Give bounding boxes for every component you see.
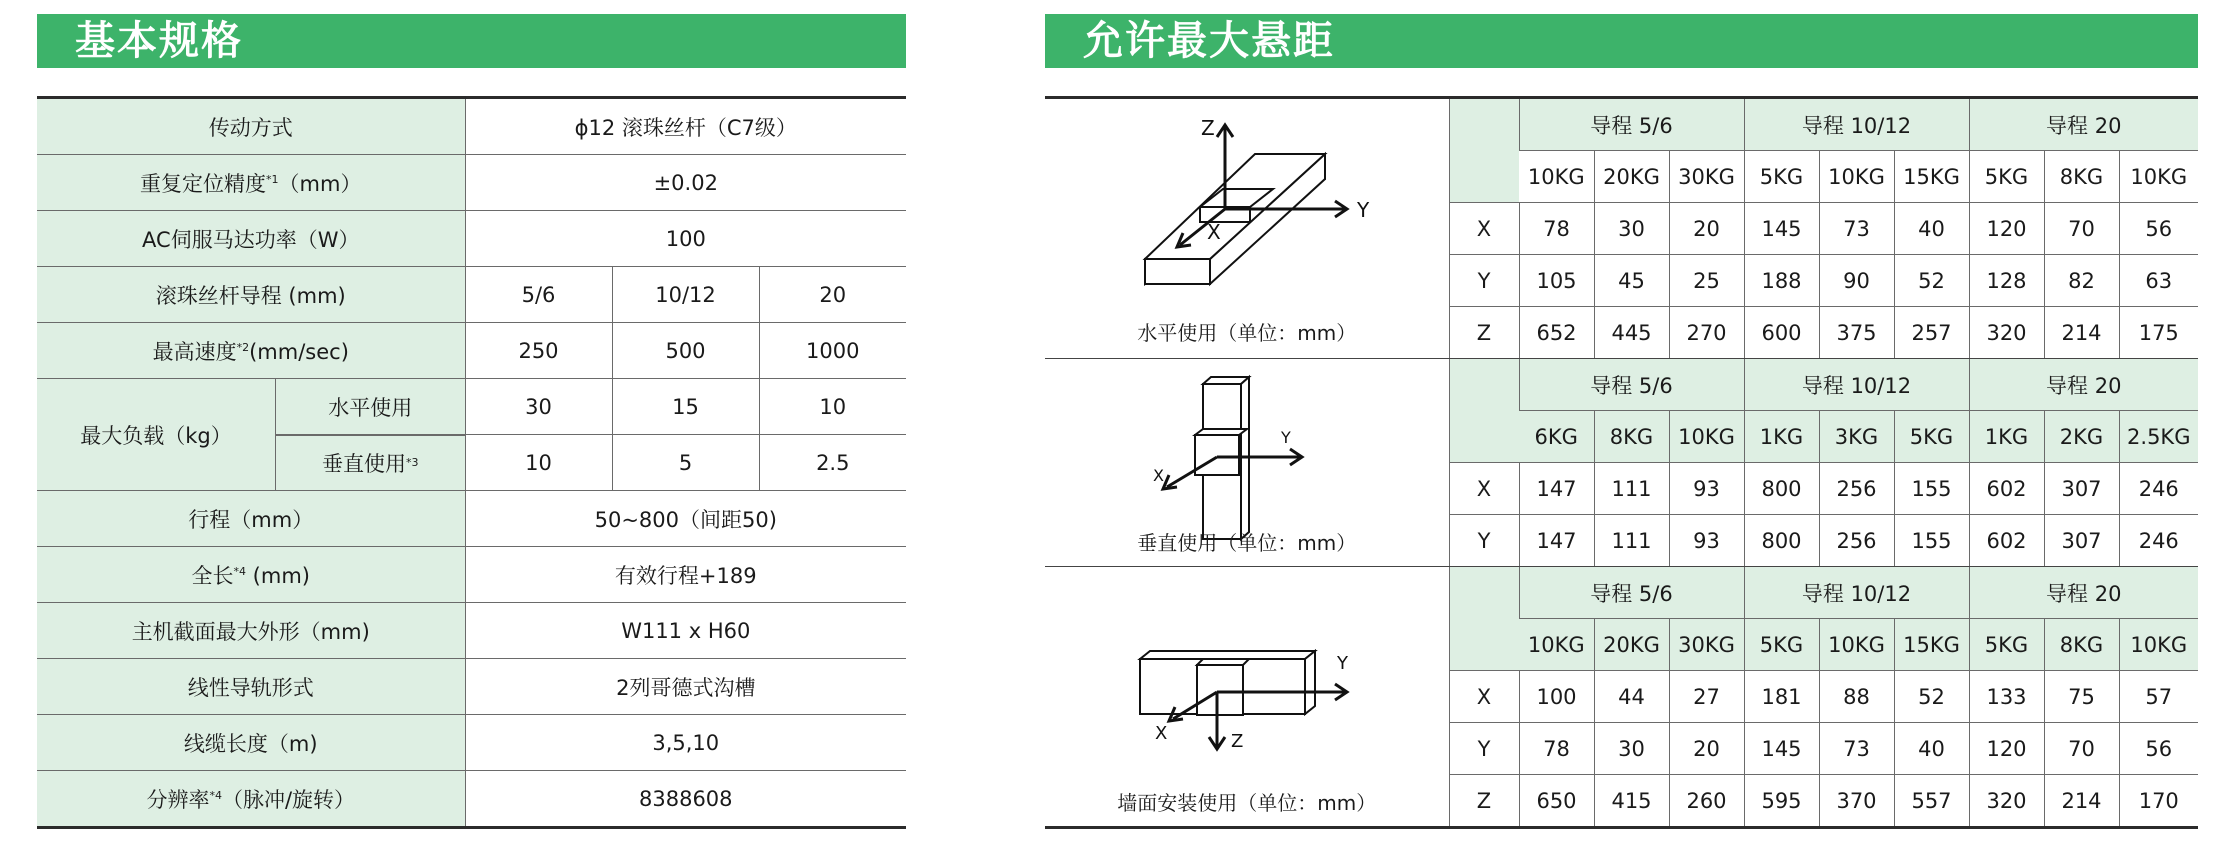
footnote-mark: *2 xyxy=(236,340,250,354)
cell: 214 xyxy=(2044,775,2119,828)
load-header: 5KG xyxy=(1744,619,1819,671)
cell: 111 xyxy=(1594,463,1669,515)
cell: 175 xyxy=(2119,307,2198,359)
load-label-cell xyxy=(37,379,465,448)
group-header: 导程 10/12 xyxy=(1744,98,1969,151)
load-header: 30KG xyxy=(1669,151,1744,203)
cell: 20 xyxy=(759,267,906,323)
axis-header-blank xyxy=(1449,359,1519,463)
cell: 25 xyxy=(1669,255,1744,307)
cell: 5/6 xyxy=(465,267,612,323)
cell: 30 xyxy=(1594,203,1669,255)
cell: 652 xyxy=(1519,307,1594,359)
cell: 133 xyxy=(1969,671,2044,723)
cell: 73 xyxy=(1819,203,1894,255)
cell: 5 xyxy=(612,435,759,491)
label-text: 分辨率 xyxy=(146,787,210,812)
table-row xyxy=(37,379,906,435)
row-label xyxy=(37,771,465,828)
axis-label-z: Z xyxy=(1231,731,1244,752)
cell: 45 xyxy=(1594,255,1669,307)
label-unit: (mm/sec) xyxy=(249,339,349,364)
horizontal-diagram-cell xyxy=(1045,98,1449,359)
label-unit: （脉冲/旋转） xyxy=(221,787,356,812)
load-header: 15KG xyxy=(1894,619,1969,671)
wall-diagram-cell xyxy=(1045,567,1449,828)
cell: 52 xyxy=(1894,671,1969,723)
group-header: 导程 5/6 xyxy=(1519,359,1744,411)
cell: 246 xyxy=(2119,463,2198,515)
cell: 270 xyxy=(1669,307,1744,359)
cell: 375 xyxy=(1819,307,1894,359)
cell: 93 xyxy=(1669,463,1744,515)
cell: 155 xyxy=(1894,515,1969,567)
spec-table xyxy=(37,96,906,829)
cell: 100 xyxy=(1519,671,1594,723)
cell: 260 xyxy=(1669,775,1744,828)
cell: 256 xyxy=(1819,463,1894,515)
label-text: 垂直使用 xyxy=(322,452,406,476)
cell: 415 xyxy=(1594,775,1669,828)
cell: 155 xyxy=(1894,463,1969,515)
cell: 145 xyxy=(1744,203,1819,255)
overhang-header-banner xyxy=(1045,14,2198,68)
axis-cell: X xyxy=(1449,203,1519,255)
row-label: 主机截面最大外形（mm) xyxy=(37,603,465,659)
cell: 147 xyxy=(1519,463,1594,515)
table-row xyxy=(37,323,906,379)
row-value: 8388608 xyxy=(465,771,906,828)
cell: 105 xyxy=(1519,255,1594,307)
load-header: 10KG xyxy=(2119,151,2198,203)
load-header: 5KG xyxy=(1969,151,2044,203)
table-row xyxy=(37,98,906,155)
table-row xyxy=(37,659,906,715)
row-label xyxy=(37,547,465,603)
row-label: AC伺服马达功率（W） xyxy=(37,211,465,267)
cell: 82 xyxy=(2044,255,2119,307)
load-header: 6KG xyxy=(1519,411,1594,463)
label-text: 全长 xyxy=(191,563,234,588)
axis-cell: Z xyxy=(1476,788,1492,813)
load-header: 15KG xyxy=(1894,151,1969,203)
footnote-mark: *1 xyxy=(266,172,279,186)
cell: 250 xyxy=(465,323,612,379)
load-header: 5KG xyxy=(1744,151,1819,203)
cell: 256 xyxy=(1819,515,1894,567)
axis-label-x: X xyxy=(1155,723,1168,744)
load-header: 20KG xyxy=(1594,151,1669,203)
cell: 10/12 xyxy=(612,267,759,323)
vertical-caption: 垂直使用（单位：mm） xyxy=(1137,531,1357,555)
cell: 20 xyxy=(1669,203,1744,255)
table-row xyxy=(37,491,906,547)
axis-cell: X xyxy=(1449,463,1519,515)
horizontal-caption: 水平使用（单位：mm） xyxy=(1137,321,1357,345)
axis-label-x: X xyxy=(1207,220,1221,244)
wall-caption: 墙面安装使用（单位：mm） xyxy=(1117,791,1377,815)
row-value: 有效行程+189 xyxy=(465,547,906,603)
cell: 52 xyxy=(1894,255,1969,307)
cell: 800 xyxy=(1744,515,1819,567)
group-header: 导程 20 xyxy=(1969,98,2198,151)
spec-header-banner xyxy=(37,14,906,68)
axis-label-y: Y xyxy=(1281,428,1291,447)
cell: 320 xyxy=(1969,307,2044,359)
horizontal-use-diagram xyxy=(1045,99,1449,354)
row-label: 线缆长度（m) xyxy=(37,715,465,771)
cell: 181 xyxy=(1744,671,1819,723)
load-header: 1KG xyxy=(1744,411,1819,463)
table-row xyxy=(1045,567,2198,619)
load-header: 8KG xyxy=(1594,411,1669,463)
cell: 40 xyxy=(1894,723,1969,775)
row-value: 2列哥德式沟槽 xyxy=(465,659,906,715)
group-header: 导程 10/12 xyxy=(1744,359,1969,411)
load-vertical-label: 垂直使用 *3 xyxy=(276,435,465,490)
cell: 1000 xyxy=(759,323,906,379)
label-text: 最高速度 xyxy=(152,339,237,364)
row-value: W111 x H60 xyxy=(465,603,906,659)
label-unit: (mm) xyxy=(246,563,310,588)
cell: 188 xyxy=(1744,255,1819,307)
cell: 214 xyxy=(2044,307,2119,359)
axis-cell: Y xyxy=(1449,515,1519,567)
load-header: 10KG xyxy=(1819,619,1894,671)
group-header: 导程 10/12 xyxy=(1744,567,1969,619)
label-unit: （mm） xyxy=(278,171,362,196)
cell: 10 xyxy=(759,379,906,435)
load-header: 3KG xyxy=(1819,411,1894,463)
cell: 78 xyxy=(1519,723,1594,775)
axis-header-blank xyxy=(1449,98,1519,203)
axis-cell: Y xyxy=(1449,255,1519,307)
cell: 320 xyxy=(1969,775,2044,828)
group-header: 导程 5/6 xyxy=(1519,567,1744,619)
load-header: 20KG xyxy=(1594,619,1669,671)
load-header: 8KG xyxy=(2044,619,2119,671)
cell: 10 xyxy=(465,435,612,491)
cell: 40 xyxy=(1894,203,1969,255)
cell: 145 xyxy=(1744,723,1819,775)
table-row xyxy=(37,603,906,659)
row-value: 100 xyxy=(465,211,906,267)
cell: 147 xyxy=(1519,515,1594,567)
load-header: 10KG xyxy=(1519,619,1594,671)
load-header: 1KG xyxy=(1969,411,2044,463)
cell: 246 xyxy=(2119,515,2198,567)
cell: 120 xyxy=(1969,203,2044,255)
table-row xyxy=(37,267,906,323)
row-label: 行程（mm） xyxy=(37,491,465,547)
cell: 257 xyxy=(1894,307,1969,359)
cell: 602 xyxy=(1969,515,2044,567)
axis-cell: X xyxy=(1449,671,1519,723)
axis-label-y: Y xyxy=(1337,653,1348,674)
cell: 557 xyxy=(1894,775,1969,828)
table-row xyxy=(37,211,906,267)
cell: 111 xyxy=(1594,515,1669,567)
cell: 120 xyxy=(1969,723,2044,775)
cell: 27 xyxy=(1669,671,1744,723)
group-header: 导程 20 xyxy=(1969,567,2198,619)
group-header: 导程 20 xyxy=(1969,359,2198,411)
row-value: ϕ12 滚珠丝杆（C7级） xyxy=(465,98,906,155)
overhang-title: 允许最大悬距 xyxy=(1083,18,1335,64)
cell: 70 xyxy=(2044,203,2119,255)
table-row xyxy=(37,771,906,828)
cell: 75 xyxy=(2044,671,2119,723)
axis-cell: Y xyxy=(1449,723,1519,775)
cell: 595 xyxy=(1744,775,1819,828)
axis-label-z: Z xyxy=(1201,116,1215,140)
load-header: 30KG xyxy=(1669,619,1744,671)
footnote-mark: *4 xyxy=(233,564,246,578)
table-row xyxy=(37,547,906,603)
cell: 30 xyxy=(1594,723,1669,775)
cell: 30 xyxy=(465,379,612,435)
cell: 70 xyxy=(2044,723,2119,775)
vertical-diagram-cell xyxy=(1045,359,1449,567)
cell: 78 xyxy=(1519,203,1594,255)
row-value: ±0.02 xyxy=(465,155,906,211)
row-value: 50~800（间距50) xyxy=(465,491,906,547)
cell: 307 xyxy=(2044,515,2119,567)
cell: 93 xyxy=(1669,515,1744,567)
cell: 63 xyxy=(2119,255,2198,307)
load-label: 最大负载（kg） xyxy=(37,379,276,490)
cell: 73 xyxy=(1819,723,1894,775)
spec-title: 基本规格 xyxy=(75,18,243,64)
table-row xyxy=(37,155,906,211)
load-header: 8KG xyxy=(2044,151,2119,203)
cell: 500 xyxy=(612,323,759,379)
cell: 307 xyxy=(2044,463,2119,515)
load-horizontal-label: 水平使用 xyxy=(328,395,413,420)
cell: 56 xyxy=(2119,723,2198,775)
row-label xyxy=(37,155,465,211)
table-row xyxy=(1045,359,2198,411)
row-label: 滚珠丝杆导程 (mm) xyxy=(37,267,465,323)
load-header: 10KG xyxy=(1519,151,1594,203)
row-value: 3,5,10 xyxy=(465,715,906,771)
group-header: 导程 5/6 xyxy=(1519,98,1744,151)
row-label xyxy=(37,323,465,379)
axis-label-x: X xyxy=(1153,466,1164,485)
cell: 88 xyxy=(1819,671,1894,723)
label-text: 传动方式 xyxy=(208,115,293,140)
cell: 602 xyxy=(1969,463,2044,515)
row-label: 线性导轨形式 xyxy=(37,659,465,715)
footnote-mark: *4 xyxy=(209,788,222,802)
cell: 445 xyxy=(1594,307,1669,359)
cell: 15 xyxy=(612,379,759,435)
axis-cell: Z xyxy=(1449,307,1519,359)
load-header: 5KG xyxy=(1894,411,1969,463)
load-header: 10KG xyxy=(2119,619,2198,671)
cell: 20 xyxy=(1669,723,1744,775)
cell: 370 xyxy=(1819,775,1894,828)
load-header: 5KG xyxy=(1969,619,2044,671)
cell: 44 xyxy=(1594,671,1669,723)
cell: 800 xyxy=(1744,463,1819,515)
axis-label-y: Y xyxy=(1357,198,1370,222)
load-header: 2KG xyxy=(2044,411,2119,463)
cell: 600 xyxy=(1744,307,1819,359)
wall-mount-diagram xyxy=(1045,567,1449,822)
cell: 57 xyxy=(2119,671,2198,723)
table-row xyxy=(37,715,906,771)
overhang-table xyxy=(1045,96,2198,829)
cell: 2.5 xyxy=(759,435,906,491)
table-row xyxy=(1045,98,2198,151)
cell: 650 xyxy=(1519,775,1594,828)
load-header: 10KG xyxy=(1819,151,1894,203)
cell: 170 xyxy=(2119,775,2198,828)
load-header: 2.5KG xyxy=(2119,411,2198,463)
row-label xyxy=(37,98,465,155)
cell: 90 xyxy=(1819,255,1894,307)
label-text: 重复定位精度 xyxy=(140,171,267,196)
cell: 56 xyxy=(2119,203,2198,255)
load-header: 10KG xyxy=(1669,411,1744,463)
cell: 128 xyxy=(1969,255,2044,307)
axis-header-blank xyxy=(1449,567,1519,671)
